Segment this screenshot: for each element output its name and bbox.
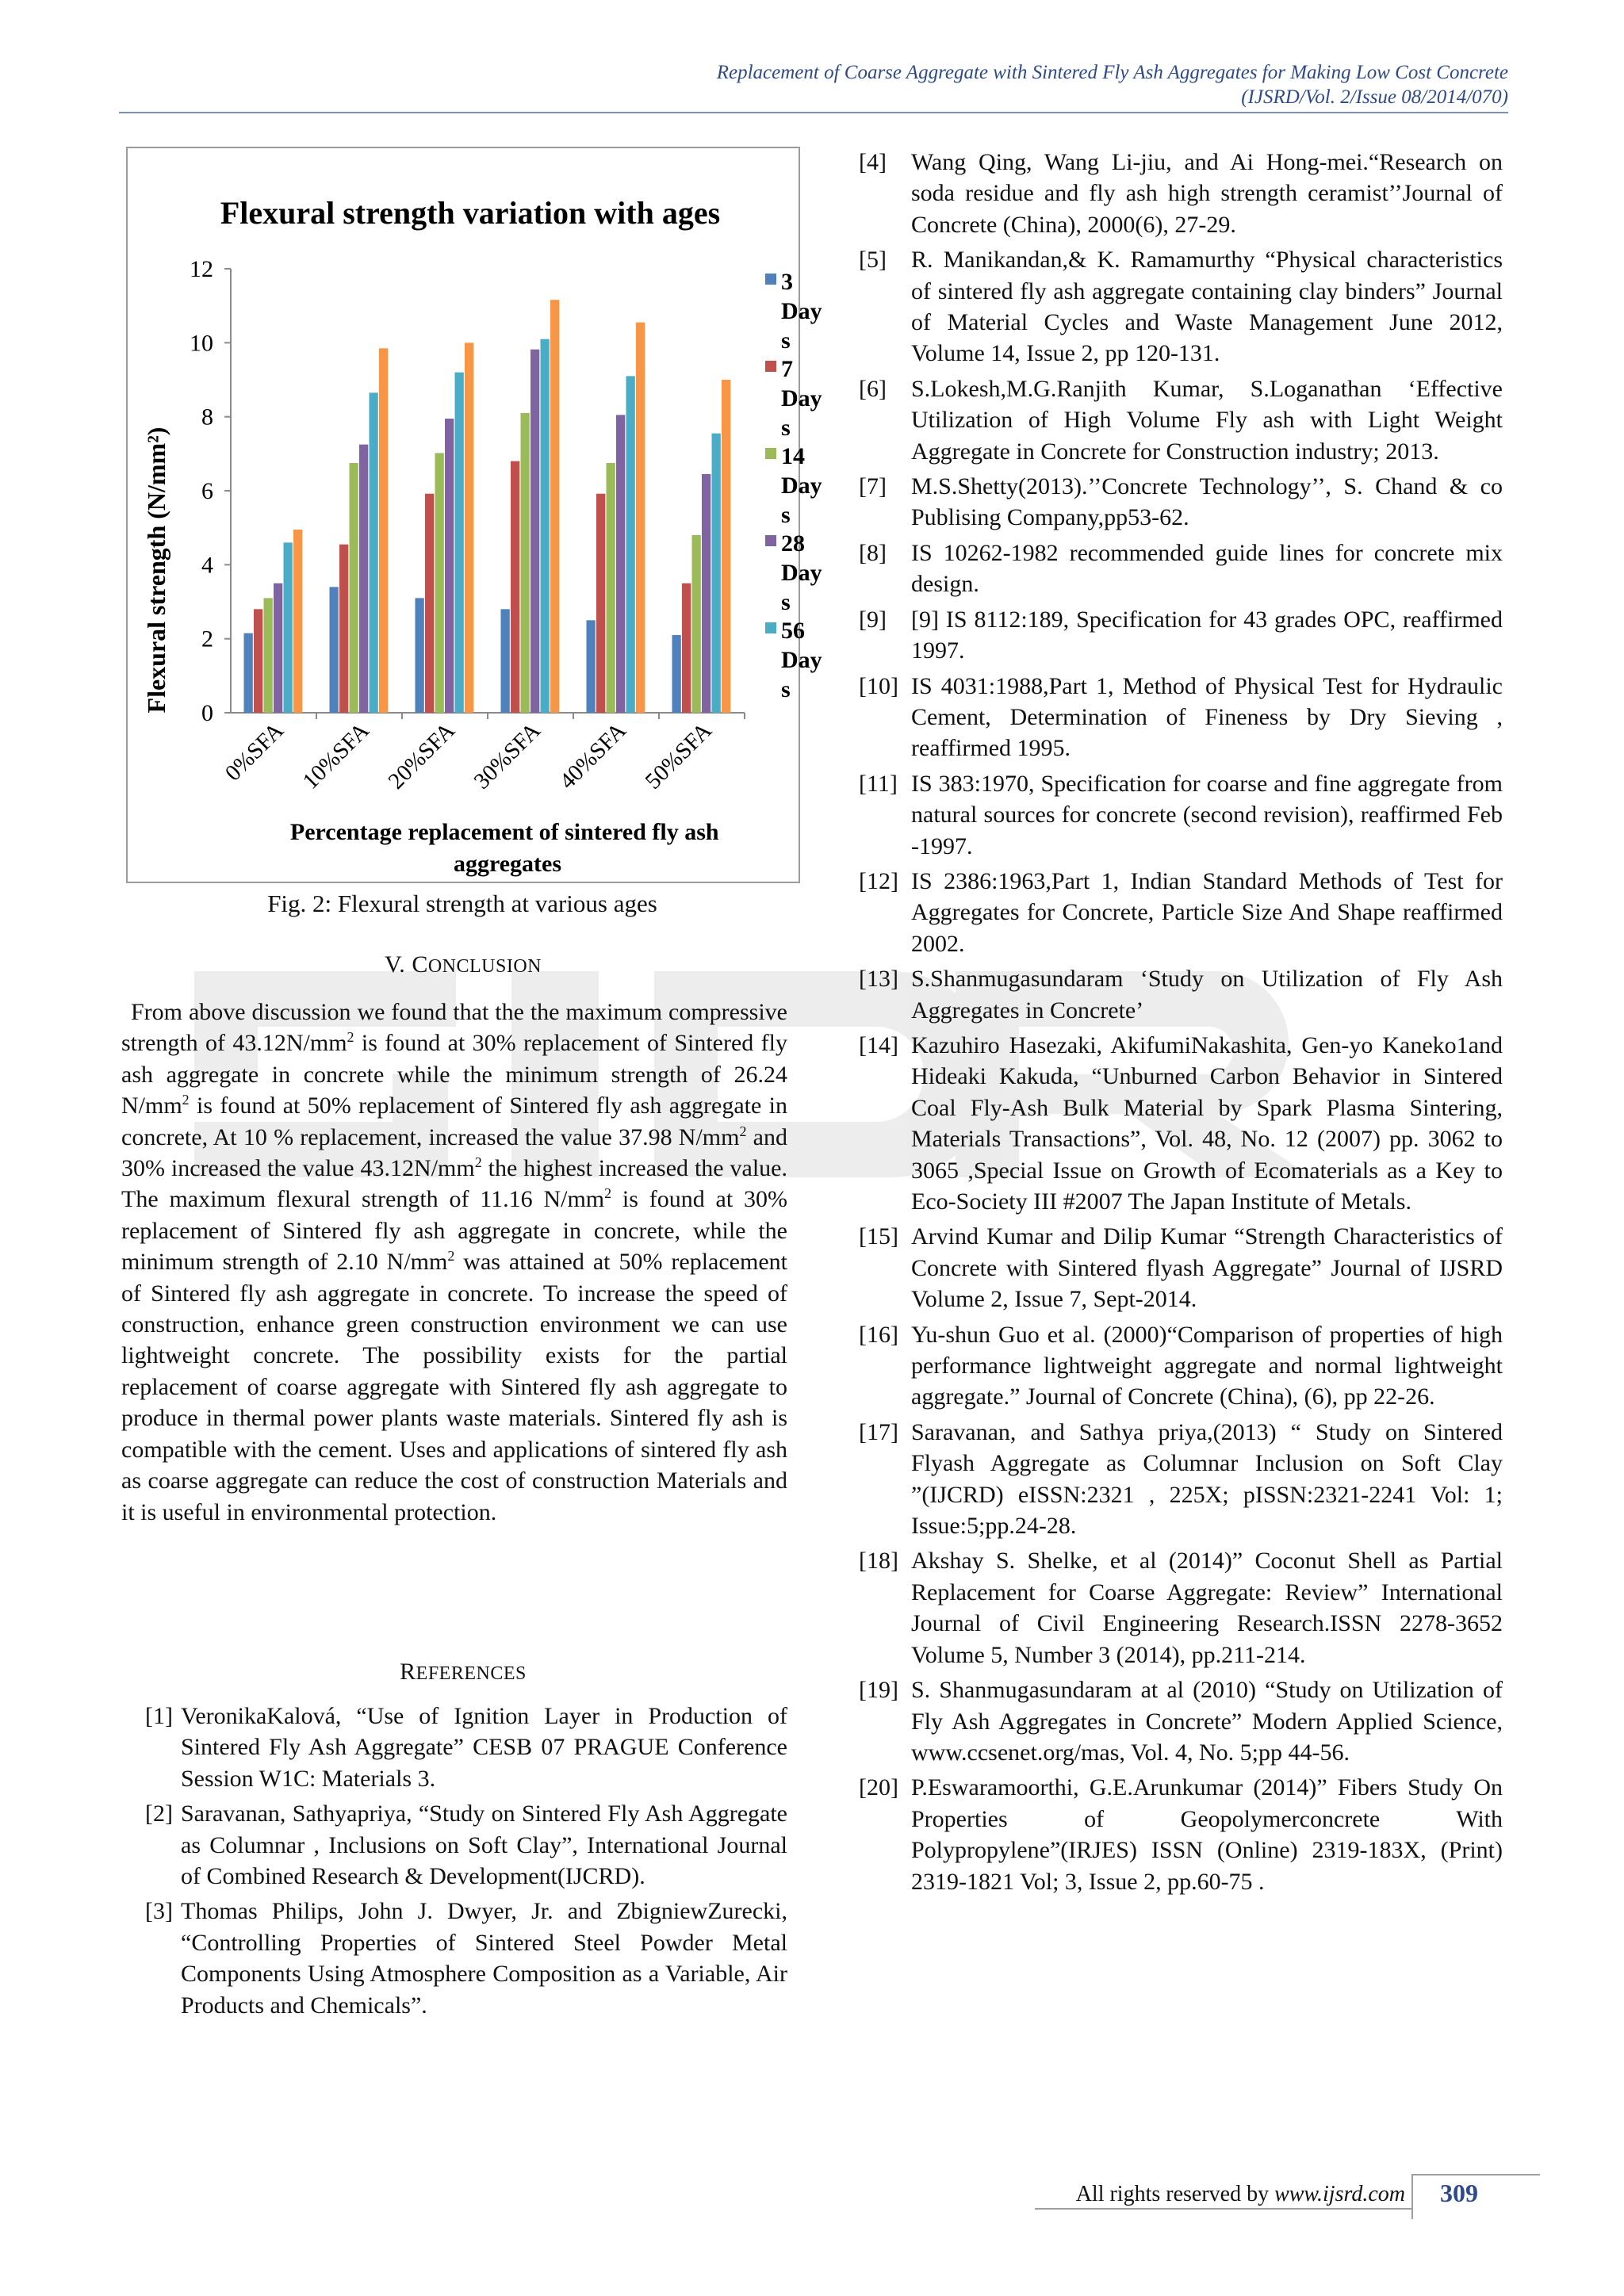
reference-number: [17] <box>859 1418 898 1445</box>
reference-item <box>859 1221 1503 1314</box>
header-title: Replacement of Coarse Aggregate with Sintered Fly Ash Aggregates for Making Low Cost Concrete <box>716 62 1508 83</box>
bar <box>293 530 302 713</box>
superscript-2: 2 <box>447 1248 455 1265</box>
reference-number: [7] <box>859 473 887 500</box>
running-header <box>239 60 1508 109</box>
reference-text: IS 2386:1963,Part 1, Indian Standard Methods of Test for Aggregates for Concrete, Particle Size And Shape reaffirmed 2002. <box>911 867 1503 957</box>
reference-number: [4] <box>859 149 887 175</box>
reference-item <box>859 866 1503 959</box>
legend-label: 28 <box>781 530 805 557</box>
x-tick-label: 50%SFA <box>640 718 717 794</box>
legend-label: s <box>781 327 791 354</box>
chart-axes <box>231 269 745 713</box>
x-axis-label <box>290 819 725 877</box>
reference-item <box>859 604 1503 667</box>
reference-item <box>859 471 1503 534</box>
y-tick-label: 8 <box>201 404 213 430</box>
x-tick-label: 30%SFA <box>469 718 546 794</box>
reference-item <box>859 1319 1503 1413</box>
chart-title: Flexural strength variation with ages <box>220 195 721 231</box>
legend-label: s <box>781 415 791 441</box>
bar <box>274 584 282 713</box>
legend-label: s <box>781 502 791 528</box>
bar <box>530 350 539 713</box>
reference-number: [20] <box>859 1774 898 1801</box>
reference-number: [13] <box>859 966 898 993</box>
bar <box>541 339 550 713</box>
header-rule <box>119 112 1508 113</box>
conclusion-text-1: From above discussion we found that the the maximum compressive strength of 43.12N/mm <box>121 999 787 1057</box>
reference-number: [12] <box>859 867 898 894</box>
legend-label: Day <box>781 473 822 499</box>
bar <box>284 542 293 713</box>
reference-text: Yu-shun Guo et al. (2000)“Comparison of properties of high performance lightweight aggregate and normal lightweight aggregate.” Journal of Concrete (China), (6), pp 22-26. <box>911 1321 1503 1410</box>
page-number: 309 <box>1440 2179 1478 2207</box>
reference-text: Akshay S. Shelke, et al (2014)” Coconut Shell as Partial Replacement for Coarse Aggregate: Review” International Journal of Civil Engineering Research.ISSN 2278-3652 Volume 5, Number 3 (2014), pp.211-214. <box>911 1548 1503 1668</box>
reference-text: VeronikaKalová, “Use of Ignition Layer in Production of Sintered Fly Ash Aggregate” CESB 07 PRAGUE Conference Session W1C: Materials 3. <box>181 1703 787 1792</box>
reference-item <box>859 538 1503 600</box>
bar <box>370 392 378 713</box>
conclusion-text-7: was attained at 50% replacement of Sintered fly ash aggregate in concrete. To increase the speed of construction, enhance green construction environment we can use lightweight concrete. The possibility exists for the partial replacement of coarse aggregate with Sintered fly ash aggregate to produce in thermal power plants waste materials. Sintered fly ash is compatible with the cement. Uses and applications of sintered fly ash as coarse aggregate can reduce the cost of construction Materials and it is useful in environmental protection. <box>121 1249 787 1525</box>
bar <box>596 494 605 713</box>
reference-item <box>859 671 1503 764</box>
reference-item <box>859 373 1503 467</box>
reference-item: [2] Saravanan, Sathyapriya, “Study on Sintered Fly Ash Aggregate as Columnar , Inclusions on Soft Clay”, International Journal of Combined Research & Development(IJCRD). <box>181 1798 787 1892</box>
bar <box>587 620 596 713</box>
reference-item <box>859 1545 1503 1670</box>
y-ticks <box>190 256 231 726</box>
bar <box>712 434 721 713</box>
conclusion-heading-first: C <box>412 951 428 978</box>
reference-number: [14] <box>859 1031 898 1058</box>
legend-label: Day <box>781 298 822 324</box>
header-journal: (IJSRD/Vol. 2/Issue 08/2014/070) <box>1241 86 1508 108</box>
reference-number: [19] <box>859 1677 898 1704</box>
conclusion-heading <box>126 951 800 978</box>
x-ticks <box>220 713 745 794</box>
reference-text: S.Lokesh,M.G.Ranjith Kumar, S.Loganathan ‘Effective Utilization of High Volume Fly ash with Light Weight Aggregate in Concrete for Construction industry; 2013. <box>911 375 1503 465</box>
figure-caption: Fig. 2: Flexural strength at various ages <box>267 890 657 917</box>
bar <box>626 376 635 713</box>
reference-text: IS 383:1970, Specification for coarse and fine aggregate from natural sources for concrete (second revision), reaffirmed Feb -1997. <box>911 770 1503 859</box>
conclusion-text-2: is found at 30% replacement of Sintered fly ash aggregate in concrete while the minimum strength of 26.24 N/mm <box>121 1030 787 1119</box>
bar <box>379 348 388 713</box>
bar <box>692 535 701 713</box>
references-heading <box>126 1659 800 1686</box>
footer-site-link[interactable]: www.ijsrd.com <box>1274 2182 1405 2206</box>
reference-text: IS 10262-1982 recommended guide lines for concrete mix design. <box>911 539 1503 598</box>
reference-text: Arvind Kumar and Dilip Kumar “Strength Characteristics of Concrete with Sintered flyash Aggregate” Journal of IJSRD Volume 2, Issue 7, Sept-2014. <box>911 1223 1503 1313</box>
x-tick-label: 40%SFA <box>554 718 631 794</box>
reference-number: [5] <box>859 247 887 274</box>
reference-number: [16] <box>859 1321 898 1348</box>
reference-item <box>859 147 1503 240</box>
reference-number: [8] <box>859 539 887 566</box>
conclusion-text-6: is found at 30% replacement of Sintered fly ash aggregate in concrete, while the minimum strength of 2.10 N/mm <box>121 1186 787 1276</box>
bar <box>682 584 691 713</box>
bar <box>244 633 253 713</box>
reference-number: [11] <box>859 770 898 797</box>
bar <box>511 461 519 713</box>
references-heading-rest: EFERENCES <box>416 1663 527 1684</box>
superscript-2: 2 <box>182 1092 190 1108</box>
legend-label: 14 <box>781 443 805 469</box>
bar <box>339 545 348 713</box>
bar <box>254 609 262 713</box>
reference-number: [18] <box>859 1548 898 1575</box>
reference-item <box>859 1772 1503 1897</box>
reference-text: S. Shanmugasundaram at al (2010) “Study on Utilization of Fly Ash Aggregates in Concrete” Modern Applied Science, www.ccsenet.org/mas, Vol. 4, No. 5;pp 44-56. <box>911 1677 1503 1766</box>
reference-text: M.S.Shetty(2013).’’Concrete Technology’’, S. Chand & co Publising Company,pp53-62. <box>911 473 1503 531</box>
reference-item <box>859 1417 1503 1542</box>
chart-legend <box>765 269 822 702</box>
reference-text: Thomas Philips, John J. Dwyer, Jr. and ZbigniewZurecki, “Controlling Properties of Sintered Steel Powder Metal Components Using Atmosphere Composition as a Variable, Air Products and Chemicals”. <box>181 1898 787 2019</box>
reference-text: IS 4031:1988,Part 1, Method of Physical Test for Hydraulic Cement, Determination of Fineness by Dry Sieving , reaffirmed 1995. <box>911 672 1503 762</box>
bar <box>465 342 473 713</box>
reference-text: S.Shanmugasundaram ‘Study on Utilization of Fly Ash Aggregates in Concrete’ <box>911 966 1503 1024</box>
bar <box>672 635 681 713</box>
bar <box>435 453 444 713</box>
bar <box>350 463 358 713</box>
conclusion-text-3: is found at 50% replacement of Sintered fly ash aggregate in concrete, At 10 % replacement, increased the value 37.98 N/mm <box>121 1093 787 1150</box>
conclusion-text-5: the highest increased the value. The maximum flexural strength of 11.16 N/mm <box>121 1155 787 1213</box>
bar <box>359 445 368 713</box>
legend-label: 3 <box>781 269 793 295</box>
reference-text: [9] IS 8112:189, Specification for 43 grades OPC, reaffirmed 1997. <box>911 606 1503 664</box>
legend-swatch <box>765 448 776 459</box>
reference-item <box>859 963 1503 1026</box>
x-axis-label-line-2: aggregates <box>453 851 562 877</box>
reference-item <box>859 244 1503 369</box>
bar <box>616 415 625 713</box>
legend-label: Day <box>781 560 822 586</box>
legend-label: Day <box>781 647 822 673</box>
reference-text: P.Eswaramoorthi, G.E.Arunkumar (2014)” Fibers Study On Properties of Geopolymerconcrete With Polypropylene”(IRJES) ISSN (Online) 2319-183X, (Print) 2319-1821 Vol; 3, Issue 2, pp.60-75 . <box>911 1774 1503 1895</box>
reference-text: Wang Qing, Wang Li-jiu, and Ai Hong-mei.“Research on soda residue and fly ash high strength ceramist’’Journal of Concrete (China), 2000(6), 27-29. <box>911 149 1503 238</box>
superscript-2: 2 <box>474 1154 482 1171</box>
reference-text: Kazuhiro Hasezaki, AkifumiNakashita, Gen-yo Kaneko1and Hideaki Kakuda, “Unburned Carbon Behavior in Sintered Coal Fly-Ash Bulk Material by Spark Plasma Sintering, Materials Transactions”, Vol. 48, No. 12 (2007) pp. 3062 to 3065 ,Special Issue on Growth of Ecomaterials as a Key to Eco-Society III #2007 The Japan Institute of Metals. <box>911 1031 1503 1215</box>
superscript-2: 2 <box>604 1185 612 1202</box>
footer-rights-text: All rights reserved by <box>1075 2182 1275 2206</box>
reference-number: [10] <box>859 672 898 699</box>
y-tick-label: 2 <box>201 626 213 652</box>
reference-item <box>859 1674 1503 1768</box>
references-heading-first: R <box>400 1659 416 1685</box>
conclusion-heading-number: V. <box>385 951 406 978</box>
bar <box>607 463 615 713</box>
legend-swatch <box>765 274 776 285</box>
bar <box>501 609 510 713</box>
x-axis-label-line-1: Percentage replacement of sintered fly ash <box>289 819 719 845</box>
conclusion-text-4: and 30% increased the value 43.12N/mm <box>121 1123 787 1182</box>
reference-item: [1] VeronikaKalová, “Use of Ignition Layer in Production of Sintered Fly Ash Aggregate” CESB 07 PRAGUE Conference Session W1C: Materials 3. <box>181 1701 787 1794</box>
y-tick-label: 12 <box>190 256 213 282</box>
x-tick-label: 0%SFA <box>220 718 289 786</box>
bar <box>425 494 434 713</box>
conclusion-heading-rest: ONCLUSION <box>427 956 542 977</box>
reference-number: [15] <box>859 1223 898 1250</box>
chart-bars <box>244 300 731 713</box>
reference-text: R. Manikandan,& K. Ramamurthy “Physical characteristics of sintered fly ash aggregate containing clay binders” Journal of Material Cycles and Waste Management June 2012, Volume 14, Issue 2, pp 120-131. <box>911 247 1503 367</box>
legend-swatch <box>765 361 776 372</box>
legend-swatch <box>765 622 776 633</box>
legend-swatch <box>765 535 776 546</box>
reference-number: [9] <box>859 606 887 633</box>
legend-label: 56 <box>781 618 805 644</box>
y-tick-label: 0 <box>201 700 213 726</box>
bar <box>416 598 424 713</box>
bar <box>722 380 730 713</box>
bar <box>550 300 559 713</box>
flexural-strength-chart <box>126 147 822 883</box>
bar <box>521 413 530 713</box>
footer-rule <box>1035 2208 1411 2210</box>
x-tick-label: 20%SFA <box>383 718 460 794</box>
superscript-2: 2 <box>739 1123 747 1139</box>
reference-item <box>859 1030 1503 1217</box>
reference-item <box>859 768 1503 862</box>
legend-label: s <box>781 676 791 702</box>
chart-svg <box>128 148 822 882</box>
y-axis-label: Flexural strength (N/mm²) <box>142 427 170 714</box>
y-tick-label: 10 <box>190 330 213 357</box>
reference-item: [3] Thomas Philips, John J. Dwyer, Jr. and ZbigniewZurecki, “Controlling Properties of Sintered Steel Powder Metal Components Using Atmosphere Composition as a Variable, Air Products and Chemicals”. <box>181 1896 787 2021</box>
footer-rights <box>1076 2182 1405 2207</box>
bar <box>455 373 464 713</box>
bar <box>445 419 454 713</box>
reference-number: [6] <box>859 375 887 402</box>
bar <box>702 474 710 713</box>
references-list-left <box>145 1701 787 2025</box>
legend-label: 7 <box>781 356 793 382</box>
legend-label: s <box>781 589 791 615</box>
bar <box>264 598 273 713</box>
superscript-2: 2 <box>347 1029 354 1046</box>
y-tick-label: 6 <box>201 478 213 504</box>
references-list-right <box>859 147 1503 1901</box>
reference-text: Saravanan, Sathyapriya, “Study on Sintered Fly Ash Aggregate as Columnar , Inclusions on Soft Clay”, International Journal of Combined Research & Development(IJCRD). <box>181 1800 787 1890</box>
bar <box>636 323 645 713</box>
reference-text: Saravanan, and Sathya priya,(2013) “ Study on Sintered Flyash Aggregate as Columnar Inclusion on Soft Clay ”(IJCRD) eISSN:2321 , 225X; pISSN:2321-2241 Vol: 1; Issue:5;pp.24-28. <box>911 1418 1503 1540</box>
x-tick-label: 10%SFA <box>297 718 374 794</box>
y-tick-label: 4 <box>201 552 213 579</box>
legend-label: Day <box>781 385 822 411</box>
conclusion-paragraph <box>121 997 787 1528</box>
bar <box>330 587 339 713</box>
